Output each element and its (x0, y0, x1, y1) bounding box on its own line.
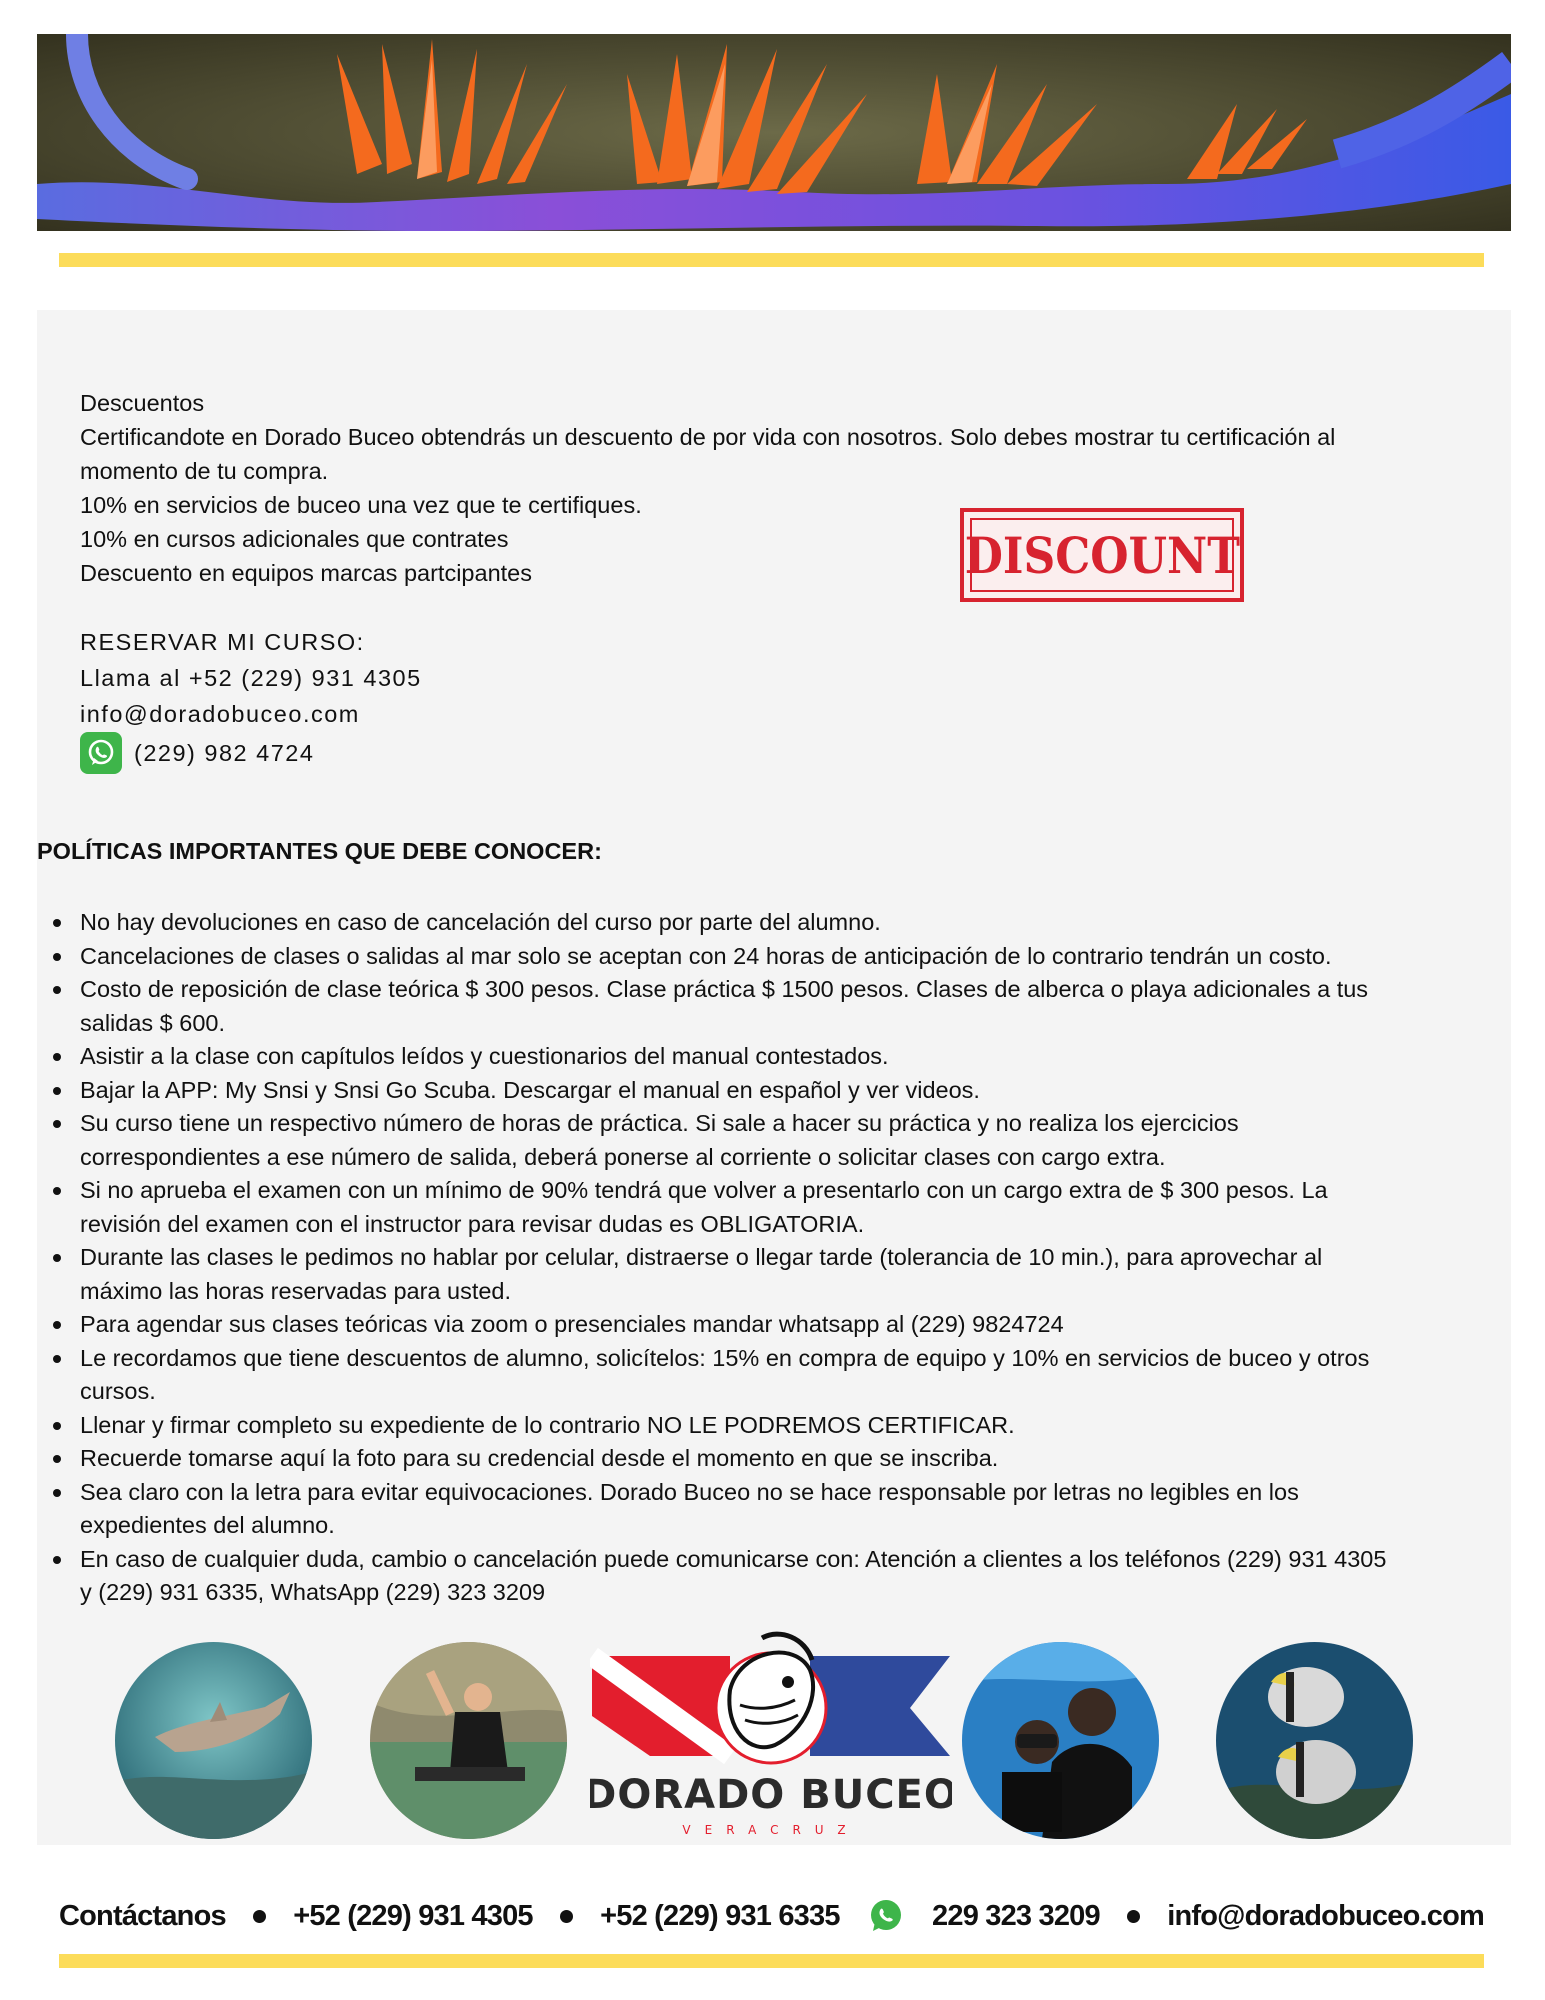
policy-item (80, 906, 1480, 940)
top-accent-bar (59, 253, 1484, 267)
policy-item-text: Asistir a la clase con capítulos leídos y cuestionarios del manual contestados. (80, 1043, 889, 1069)
policy-item (80, 1342, 1480, 1409)
reserve-whatsapp-number: (229) 982 4724 (134, 740, 315, 766)
policy-item-text: Sea claro con la letra para evitar equivocaciones. Dorado Buceo no se hace responsable por letras no legibles en los (80, 1478, 1299, 1505)
policy-item (80, 1308, 1480, 1342)
contact-footer (59, 1888, 1484, 1944)
bottom-accent-bar (59, 1954, 1484, 1968)
policy-item (80, 1040, 1480, 1074)
bullet-dot-icon (253, 1910, 266, 1923)
policy-item (80, 973, 1480, 1040)
policy-item (80, 1241, 1480, 1308)
reserve-whatsapp-row[interactable] (80, 732, 422, 774)
discounts-text: Descuento en equipos marcas partcipantes (80, 560, 532, 586)
policy-item-text: Costo de reposición de clase teórica $ 300 pesos. Clase práctica $ 1500 pesos. Clases de alberca o playa adicionales a tus (80, 976, 1369, 1002)
policies-list (80, 906, 1480, 1610)
diver-in-water-photo (370, 1642, 567, 1839)
footer-phone-1[interactable]: +52 (229) 931 4305 (293, 1899, 533, 1932)
policy-item-text: Cancelaciones de clases o salidas al mar solo se aceptan con 24 horas de anticipación de lo contrario tendrán un costo. (80, 942, 1332, 969)
reserve-title: RESERVAR MI CURSO: (80, 629, 365, 655)
discount-stamp-label: DISCOUNT (964, 525, 1240, 585)
policy-item-text: revisión del examen con el instructor para revisar dudas es OBLIGATORIA. (80, 1210, 865, 1237)
footer-email[interactable]: info@doradobuceo.com (1167, 1899, 1484, 1932)
policy-item-text: Para agendar sus clases teóricas via zoom o presenciales mandar whatsapp al (229) 9824724 (80, 1311, 1064, 1337)
policy-item-text: En caso de cualquier duda, cambio o cancelación puede comunicarse con: Atención a clientes a los teléfonos (229) 931 4305 (80, 1545, 1387, 1572)
reserve-email[interactable]: info@doradobuceo.com (80, 701, 360, 727)
header-banner-image (37, 34, 1511, 231)
discounts-text: momento de tu compra. (80, 458, 329, 484)
policy-item (80, 1476, 1480, 1543)
dorado-buceo-logo (590, 1630, 952, 1840)
policy-item-text: expedientes del alumno. (80, 1512, 335, 1538)
policy-item-text: y (229) 931 6335, WhatsApp (229) 323 3209 (80, 1579, 546, 1605)
logo-wordmark: DORADO BUCEO (590, 1772, 952, 1818)
policy-item (80, 1543, 1480, 1610)
contact-label: Contáctanos (59, 1899, 226, 1932)
discounts-text: 10% en servicios de buceo una vez que te certifiques. (80, 492, 642, 518)
bullet-dot-icon (560, 1910, 573, 1923)
policy-item (80, 1074, 1480, 1108)
discount-stamp (960, 508, 1244, 602)
whatsapp-icon (80, 732, 122, 774)
policy-item (80, 940, 1480, 974)
divers-pool-photo (962, 1642, 1159, 1839)
footer-whatsapp[interactable]: 229 323 3209 (932, 1899, 1100, 1932)
reserve-phone[interactable]: Llama al +52 (229) 931 4305 (80, 665, 422, 691)
policy-item-text: máximo las horas reservadas para usted. (80, 1277, 512, 1304)
policy-item-text: Le recordamos que tiene descuentos de alumno, solicítelos: 15% en compra de equipo y 10% en servicios de buceo y otros (80, 1344, 1370, 1371)
policy-item-text: Si no aprueba el examen con un mínimo de 90% tendrá que volver a presentarlo con un cargo extra de $ 300 pesos. La (80, 1177, 1328, 1203)
policy-item (80, 1442, 1480, 1476)
discounts-text: Certificandote en Dorado Buceo obtendrás un descuento de por vida con nosotros. Solo debes mostrar tu certificación al (80, 424, 1336, 450)
shark-photo (115, 1642, 312, 1839)
policy-item-text: Durante las clases le pedimos no hablar por celular, distraerse o llegar tarde (tolerancia de 10 min.), para aprovechar al (80, 1244, 1323, 1270)
policy-item-text: salidas $ 600. (80, 1009, 226, 1036)
discounts-text: 10% en cursos adicionales que contrates (80, 526, 509, 552)
policy-item-text: Recuerde tomarse aquí la foto para su credencial desde el momento en que se inscriba. (80, 1445, 999, 1471)
policy-item (80, 1107, 1480, 1174)
policy-item-text: No hay devoluciones en caso de cancelación del curso por parte del alumno. (80, 909, 881, 935)
policy-item-text: Llenar y firmar completo su expediente de lo contrario NO LE PODREMOS CERTIFICAR. (80, 1411, 1015, 1438)
footer-phone-2[interactable]: +52 (229) 931 6335 (600, 1899, 840, 1932)
bullet-dot-icon (1127, 1910, 1140, 1923)
policies-title: POLÍTICAS IMPORTANTES QUE DEBE CONOCER: (37, 838, 602, 864)
policy-item-text: Bajar la APP: My Snsi y Snsi Go Scuba. Descargar el manual en español y ver videos. (80, 1076, 980, 1103)
reserve-section (80, 624, 422, 774)
policy-item-text: correspondientes a ese número de salida, deberá ponerse al corriente o solicitar clases con cargo extra. (80, 1143, 1166, 1170)
whatsapp-icon (867, 1897, 905, 1935)
butterflyfish-photo (1216, 1642, 1413, 1839)
policy-item-text: cursos. (80, 1378, 156, 1404)
discounts-heading: Descuentos (80, 390, 205, 416)
policy-item (80, 1174, 1480, 1241)
policy-item (80, 1409, 1480, 1443)
policy-item-text: Su curso tiene un respectivo número de horas de práctica. Si sale a hacer su práctica y no realiza los ejercicios (80, 1110, 1239, 1136)
logo-tagline: VERACRUZ (682, 1823, 860, 1837)
